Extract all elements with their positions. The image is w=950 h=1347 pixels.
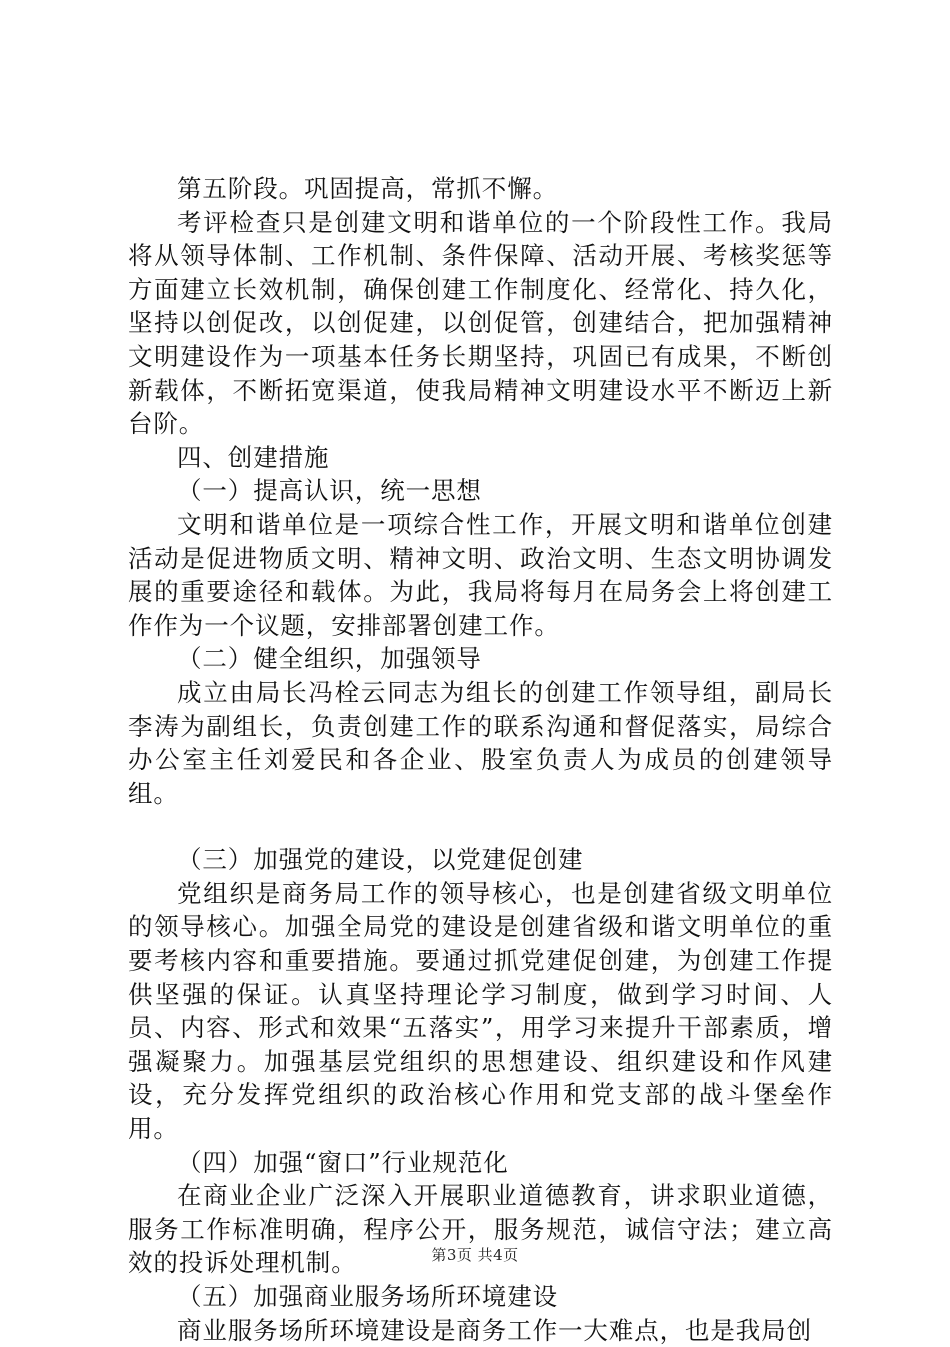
subheading-2: （二）健全组织，加强领导 (177, 644, 482, 674)
section-heading-measures: 四、创建措施 (177, 442, 330, 472)
paragraph-environment: 商业服务场所环境建设是商务工作一大难点，也是我局创 (177, 1315, 812, 1345)
subheading-1: （一）提高认识，统一思想 (177, 476, 482, 506)
paragraph-gap (128, 810, 833, 843)
document-body (128, 172, 833, 1347)
paragraph-organization: 成立由局长冯栓云同志为组长的创建工作领导组，副局长李涛为副组长，负责创建工作的联系沟通和督促落实，局综合办公室主任刘爱民和各企业、股室负责人为成员的创建领导组。 (128, 677, 833, 808)
paragraph-awareness: 文明和谐单位是一项综合性工作，开展文明和谐单位创建活动是促进物质文明、精神文明、政治文明、生态文明协调发展的重要途径和载体。为此，我局将每月在局务会上将创建工作作为一个议题，安排部署创建工作。 (128, 509, 833, 640)
paragraph-window-industry: 在商业企业广泛深入开展职业道德教育，讲求职业道德，服务工作标准明确，程序公开，服务规范，诚信守法；建立高效的投诉处理机制。 (128, 1181, 833, 1278)
subheading-5: （五）加强商业服务场所环境建设 (177, 1282, 558, 1311)
subheading-3: （三）加强党的建设，以党建促创建 (177, 845, 584, 875)
subheading-4: （四）加强“窗口”行业规范化 (177, 1147, 509, 1177)
stage-five-heading: 第五阶段。巩固提高，常抓不懈。 (177, 174, 558, 203)
page-number-footer: 第3页 共4页 (431, 1246, 519, 1264)
paragraph-party-building: 党组织是商务局工作的领导核心，也是创建省级文明单位的领导核心。加强全局党的建设是创建省级和谐文明单位的重要考核内容和重要措施。要通过抓党建促创建，为创建工作提供坚强的保证。认真坚持理论学习制度，做到学习时间、人员、内容、形式和效果“五落实”，用学习来提升干部素质，增强凝聚力。加强基层党组织的思想建设、组织建设和作风建设，充分发挥党组织的政治核心作用和党支部的战斗堡垒作用。 (128, 878, 833, 1144)
paragraph-evaluation: 考评检查只是创建文明和谐单位的一个阶段性工作。我局将从领导体制、工作机制、条件保障、活动开展、考核奖惩等方面建立长效机制，确保创建工作制度化、经常化、持久化，坚持以创促改，以创促建，以创促管，创建结合，把加强精神文明建设作为一项基本任务长期坚持，巩固已有成果，不断创新载体，不断拓宽渠道，使我局精神文明建设水平不断迈上新台阶。 (128, 207, 833, 439)
